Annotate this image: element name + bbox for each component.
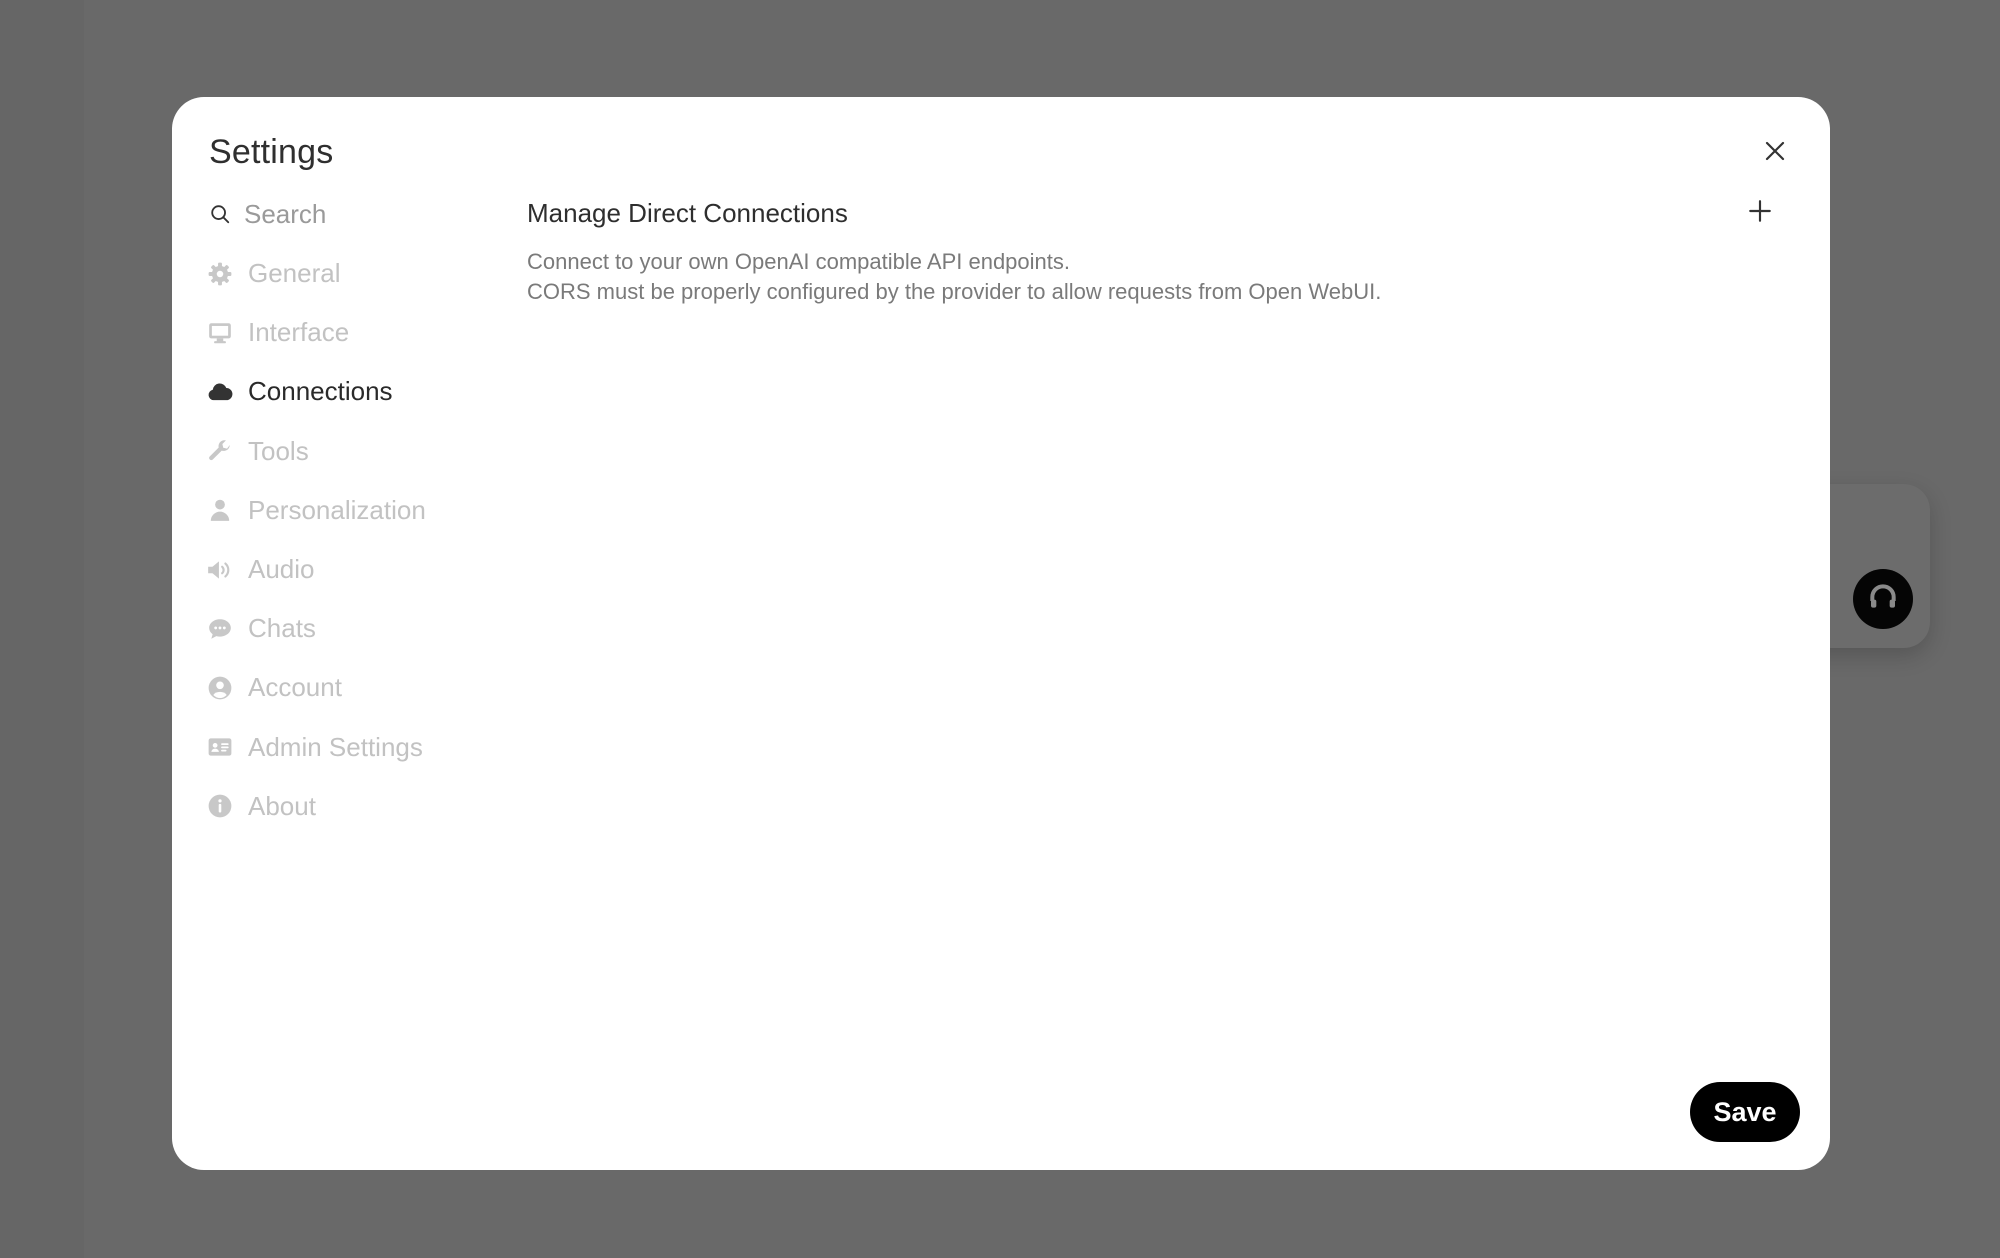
sidebar-item-label: Admin Settings (248, 731, 423, 762)
gear-icon (206, 260, 234, 288)
sidebar-item-label: About (248, 790, 316, 821)
search-input[interactable] (244, 199, 504, 230)
user-circle-icon (206, 674, 234, 702)
sidebar-item-personalization[interactable] (206, 481, 526, 540)
headphones-icon (1867, 581, 1899, 618)
sidebar-item-about[interactable] (206, 777, 526, 836)
sidebar-item-admin-settings[interactable] (206, 718, 526, 777)
section-title: Manage Direct Connections (527, 198, 848, 228)
description-line-2: CORS must be properly configured by the provider to allow requests from Open WebUI. (527, 279, 1382, 304)
connections-panel (527, 193, 1797, 307)
sidebar-item-label: Account (248, 672, 342, 703)
close-icon (1763, 139, 1787, 168)
description-line-1: Connect to your own OpenAI compatible API endpoints. (527, 249, 1070, 274)
cloud-icon (206, 378, 234, 406)
sidebar-item-label: General (248, 258, 341, 289)
sidebar-item-label: Chats (248, 613, 316, 644)
monitor-icon (206, 319, 234, 347)
sidebar-item-label: Audio (248, 554, 315, 585)
sidebar-item-label: Tools (248, 435, 309, 466)
sidebar-item-chats[interactable] (206, 599, 526, 658)
sidebar-item-audio[interactable] (206, 540, 526, 599)
sidebar-item-label: Interface (248, 317, 350, 348)
headphones-button[interactable] (1853, 569, 1913, 629)
info-icon (206, 792, 234, 820)
modal-title: Settings (209, 133, 334, 171)
save-button[interactable]: Save (1690, 1082, 1800, 1142)
search-icon (208, 202, 232, 226)
settings-sidebar (206, 192, 526, 836)
sidebar-item-label: Connections (248, 376, 393, 407)
sidebar-item-account[interactable] (206, 658, 526, 717)
close-button[interactable] (1757, 135, 1793, 171)
sidebar-item-tools[interactable] (206, 422, 526, 481)
plus-icon (1747, 198, 1773, 229)
section-description (527, 247, 1797, 307)
speaker-icon (206, 556, 234, 584)
sidebar-item-label: Personalization (248, 494, 426, 525)
chat-bubble-icon (206, 615, 234, 643)
sidebar-item-connections[interactable] (206, 362, 526, 421)
sidebar-item-interface[interactable] (206, 303, 526, 362)
sidebar-item-general[interactable] (206, 244, 526, 303)
add-connection-button[interactable] (1742, 195, 1778, 231)
id-card-icon (206, 733, 234, 761)
wrench-icon (206, 437, 234, 465)
user-icon (206, 496, 234, 524)
search-row (206, 192, 526, 236)
settings-modal (172, 97, 1830, 1170)
backdrop (0, 0, 84, 1258)
